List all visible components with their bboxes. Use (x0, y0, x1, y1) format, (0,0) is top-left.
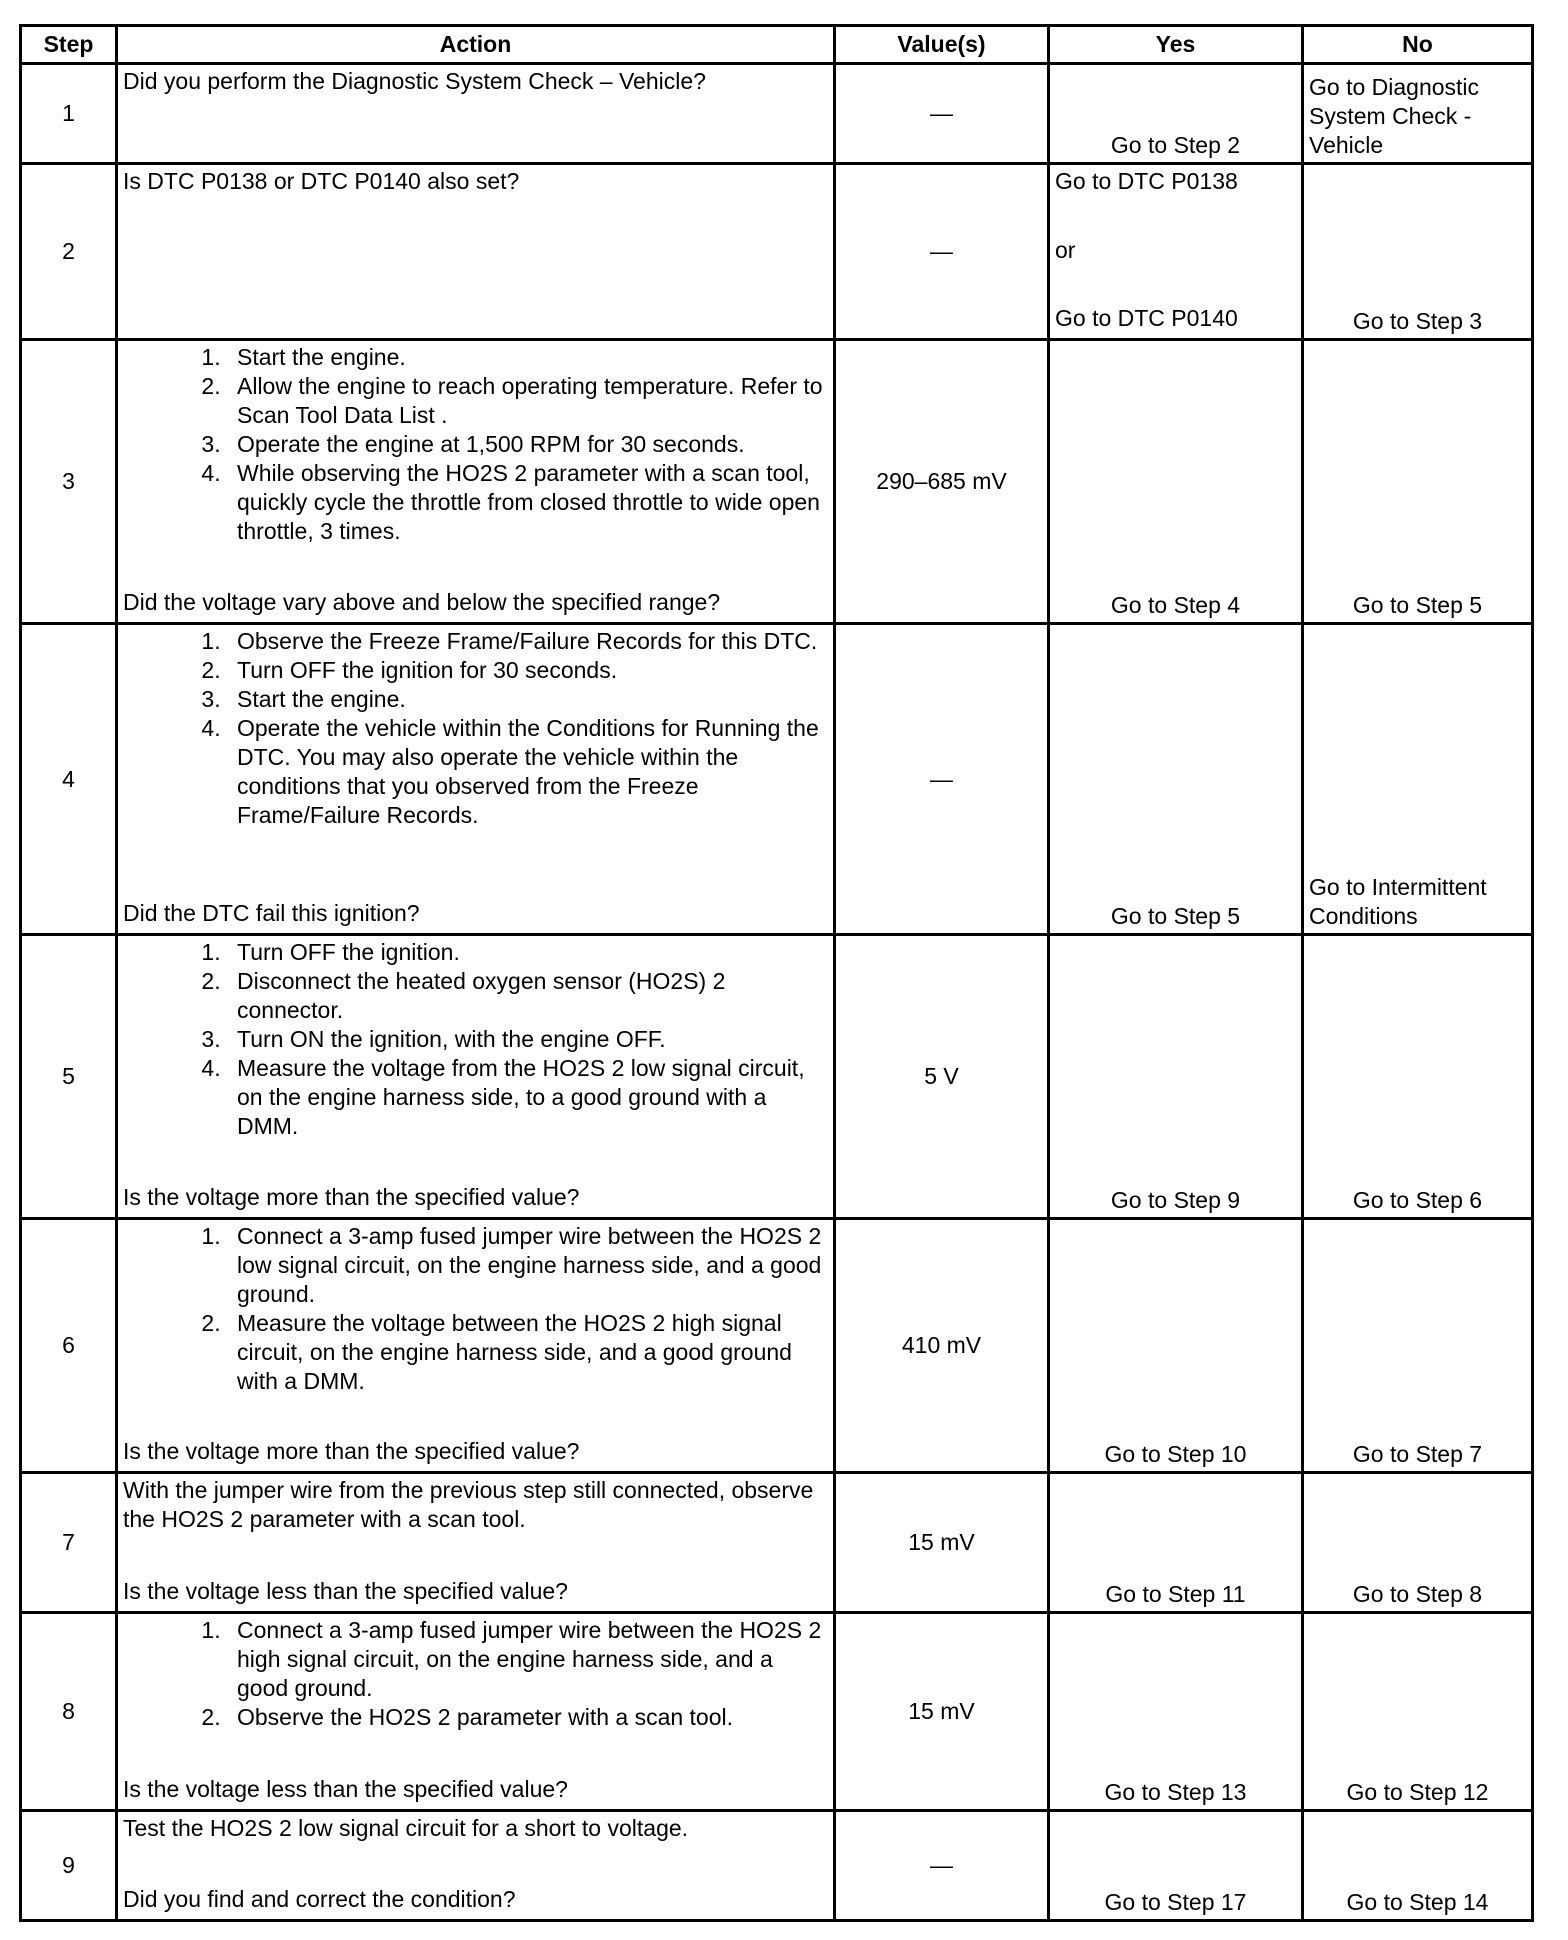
step-number: 6 (21, 1219, 117, 1473)
action-step: 4. Operate the vehicle within the Conditions for Running the DTC. You may also operate the vehicle within the conditions that you observed from the Freeze Frame/Failure Records. (227, 714, 828, 830)
action-step: 1. Start the engine. (227, 343, 828, 372)
yes-cell: Go to Step 4 (1049, 340, 1303, 624)
yes-line: or (1055, 236, 1076, 263)
header-values: Value(s) (835, 26, 1049, 64)
header-yes: Yes (1049, 26, 1303, 64)
value-cell: — (835, 1811, 1049, 1921)
action-steps-list (123, 627, 828, 830)
header-no: No (1303, 26, 1533, 64)
table-row (21, 624, 1533, 935)
action-question: Is the voltage less than the specified value? (123, 1578, 568, 1604)
action-cell (117, 340, 835, 624)
action-cell (117, 935, 835, 1219)
action-question: Did you find and correct the condition? (123, 1886, 516, 1912)
action-question: Did the DTC fail this ignition? (123, 900, 420, 926)
table-row (21, 935, 1533, 1219)
value-cell: — (835, 164, 1049, 340)
header-step: Step (21, 26, 117, 64)
step-number: 7 (21, 1473, 117, 1613)
action-step: 3. Operate the engine at 1,500 RPM for 30 seconds. (227, 430, 828, 459)
action-question: Is the voltage less than the specified value? (123, 1776, 568, 1802)
action-steps-list (123, 1616, 828, 1732)
action-steps-list (123, 938, 828, 1141)
action-question: Is the voltage more than the specified value? (123, 1438, 580, 1464)
header-action: Action (117, 26, 835, 64)
no-cell: Go to Intermittent Conditions (1303, 624, 1533, 935)
table-row (21, 340, 1533, 624)
value-cell: 15 mV (835, 1613, 1049, 1811)
yes-cell: Go to Step 9 (1049, 935, 1303, 1219)
step-number: 8 (21, 1613, 117, 1811)
action-cell (117, 1811, 835, 1921)
action-step: 3. Turn ON the ignition, with the engine OFF. (227, 1025, 828, 1054)
action-question: Did you perform the Diagnostic System Check – Vehicle? (123, 68, 706, 94)
action-question: Is DTC P0138 or DTC P0140 also set? (123, 168, 520, 194)
action-step: 2. Measure the voltage between the HO2S 2 high signal circuit, on the engine harness side, and a good ground with a DMM. (227, 1309, 828, 1396)
action-step: 4. Measure the voltage from the HO2S 2 low signal circuit, on the engine harness side, to a good ground with a DMM. (227, 1054, 828, 1141)
table-row (21, 164, 1533, 340)
action-intro: Test the HO2S 2 low signal circuit for a short to voltage. (123, 1815, 689, 1841)
yes-cell: Go to Step 2 (1049, 64, 1303, 164)
value-cell: 410 mV (835, 1219, 1049, 1473)
no-cell: Go to Step 12 (1303, 1613, 1533, 1811)
yes-cell: Go to Step 5 (1049, 624, 1303, 935)
action-step: 1. Turn OFF the ignition. (227, 938, 828, 967)
no-cell: Go to Step 7 (1303, 1219, 1533, 1473)
step-number: 5 (21, 935, 117, 1219)
action-question: Is the voltage more than the specified value? (123, 1184, 580, 1210)
yes-cell: Go to Step 11 (1049, 1473, 1303, 1613)
no-cell: Go to Diagnostic System Check - Vehicle (1303, 64, 1533, 164)
yes-line: Go to DTC P0138 (1055, 168, 1238, 194)
action-step: 2. Disconnect the heated oxygen sensor (HO2S) 2 connector. (227, 967, 828, 1025)
action-cell (117, 164, 835, 340)
table-row (21, 1613, 1533, 1811)
step-number: 3 (21, 340, 117, 624)
action-step: 1. Connect a 3-amp fused jumper wire between the HO2S 2 low signal circuit, on the engine harness side, and a good ground. (227, 1222, 828, 1309)
action-question: Did the voltage vary above and below the specified range? (123, 589, 721, 615)
action-step: 4. While observing the HO2S 2 parameter with a scan tool, quickly cycle the throttle from closed throttle to wide open throttle, 3 times. (227, 459, 828, 546)
step-number: 1 (21, 64, 117, 164)
no-cell: Go to Step 3 (1303, 164, 1533, 340)
action-step: 2. Allow the engine to reach operating temperature. Refer to Scan Tool Data List . (227, 372, 828, 430)
action-steps-list (123, 343, 828, 546)
diagnostic-table (19, 24, 1534, 1922)
action-step: 2. Observe the HO2S 2 parameter with a scan tool. (227, 1703, 828, 1732)
action-step: 2. Turn OFF the ignition for 30 seconds. (227, 656, 828, 685)
step-number: 4 (21, 624, 117, 935)
action-step: 3. Start the engine. (227, 685, 828, 714)
yes-cell: Go to Step 17 (1049, 1811, 1303, 1921)
yes-line: Go to DTC P0140 (1055, 305, 1238, 331)
no-cell: Go to Step 6 (1303, 935, 1533, 1219)
action-cell (117, 1219, 835, 1473)
action-cell (117, 1613, 835, 1811)
action-cell (117, 624, 835, 935)
action-step: 1. Observe the Freeze Frame/Failure Records for this DTC. (227, 627, 828, 656)
action-steps-list (123, 1222, 828, 1396)
action-intro: With the jumper wire from the previous step still connected, observe the HO2S 2 parameter with a scan tool. (123, 1477, 814, 1532)
step-number: 2 (21, 164, 117, 340)
table-row (21, 1219, 1533, 1473)
yes-cell: Go to Step 10 (1049, 1219, 1303, 1473)
table-row (21, 1473, 1533, 1613)
action-cell (117, 64, 835, 164)
value-cell: 15 mV (835, 1473, 1049, 1613)
step-number: 9 (21, 1811, 117, 1921)
action-cell (117, 1473, 835, 1613)
yes-cell (1049, 164, 1303, 340)
table-body (21, 64, 1533, 1921)
no-cell: Go to Step 8 (1303, 1473, 1533, 1613)
action-step: 1. Connect a 3-amp fused jumper wire between the HO2S 2 high signal circuit, on the engine harness side, and a good ground. (227, 1616, 828, 1703)
value-cell: 5 V (835, 935, 1049, 1219)
yes-cell: Go to Step 13 (1049, 1613, 1303, 1811)
no-cell: Go to Step 14 (1303, 1811, 1533, 1921)
value-cell: 290–685 mV (835, 340, 1049, 624)
table-row (21, 64, 1533, 164)
value-cell: — (835, 624, 1049, 935)
table-row (21, 1811, 1533, 1921)
header-row (21, 26, 1533, 64)
value-cell: — (835, 64, 1049, 164)
no-cell: Go to Step 5 (1303, 340, 1533, 624)
